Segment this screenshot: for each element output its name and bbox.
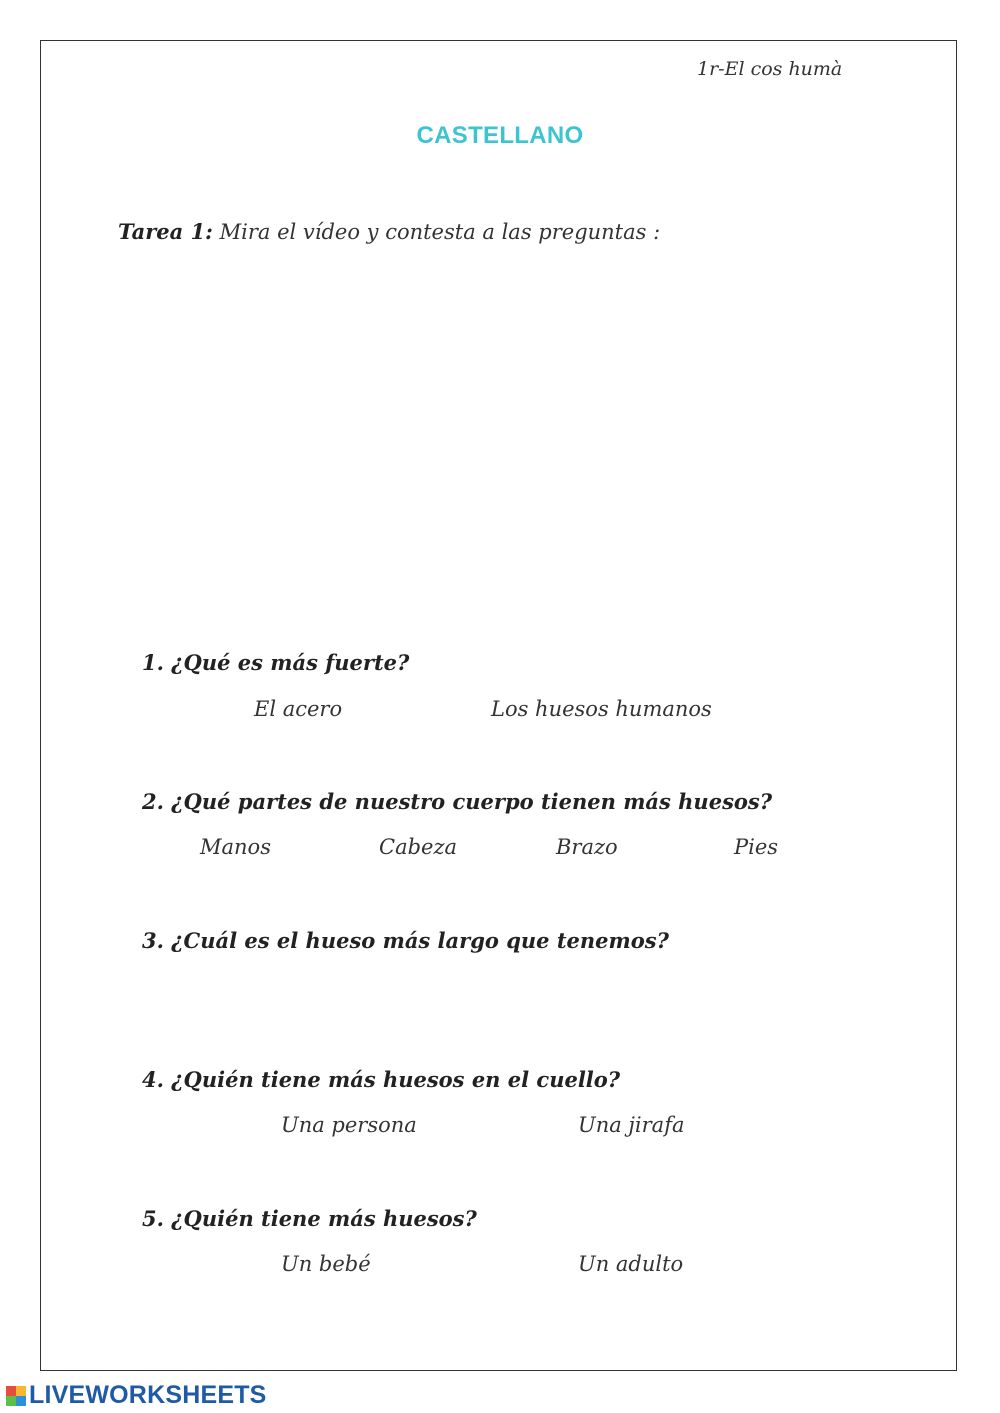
question-3: 3. ¿Cuál es el hueso más largo que tenemos? bbox=[142, 928, 669, 953]
logo-square bbox=[16, 1396, 26, 1406]
logo-square bbox=[6, 1396, 16, 1406]
question-1: 1. ¿Qué es más fuerte? bbox=[142, 650, 410, 675]
logo-square bbox=[16, 1386, 26, 1396]
answer-option[interactable]: Una jirafa bbox=[578, 1113, 685, 1137]
answer-option[interactable]: Un bebé bbox=[281, 1252, 371, 1276]
logo-square bbox=[6, 1386, 16, 1396]
liveworksheets-logo-icon bbox=[6, 1386, 26, 1406]
answer-option[interactable]: Brazo bbox=[556, 835, 618, 859]
page-title: CASTELLANO bbox=[416, 122, 584, 149]
task-text: Mira el vídeo y contesta a las preguntas : bbox=[212, 220, 661, 244]
answer-option[interactable]: Una persona bbox=[281, 1113, 417, 1137]
brand-name: LIVEWORKSHEETS bbox=[29, 1381, 267, 1409]
unit-label: 1r-El cos humà bbox=[697, 58, 843, 80]
task-label: Tarea 1: bbox=[118, 219, 213, 244]
answer-option[interactable]: Cabeza bbox=[379, 835, 458, 859]
answer-option[interactable]: Un adulto bbox=[578, 1252, 684, 1276]
question-2: 2. ¿Qué partes de nuestro cuerpo tienen más huesos? bbox=[142, 789, 773, 814]
answer-option[interactable]: Manos bbox=[200, 835, 271, 859]
brand-footer bbox=[6, 1381, 267, 1410]
answer-option[interactable]: Los huesos humanos bbox=[491, 697, 712, 721]
question-4: 4. ¿Quién tiene más huesos en el cuello? bbox=[142, 1067, 621, 1092]
answer-option[interactable]: El acero bbox=[254, 697, 343, 721]
task-instruction bbox=[118, 219, 660, 244]
question-5: 5. ¿Quién tiene más huesos? bbox=[142, 1206, 477, 1231]
answer-option[interactable]: Pies bbox=[734, 835, 779, 859]
